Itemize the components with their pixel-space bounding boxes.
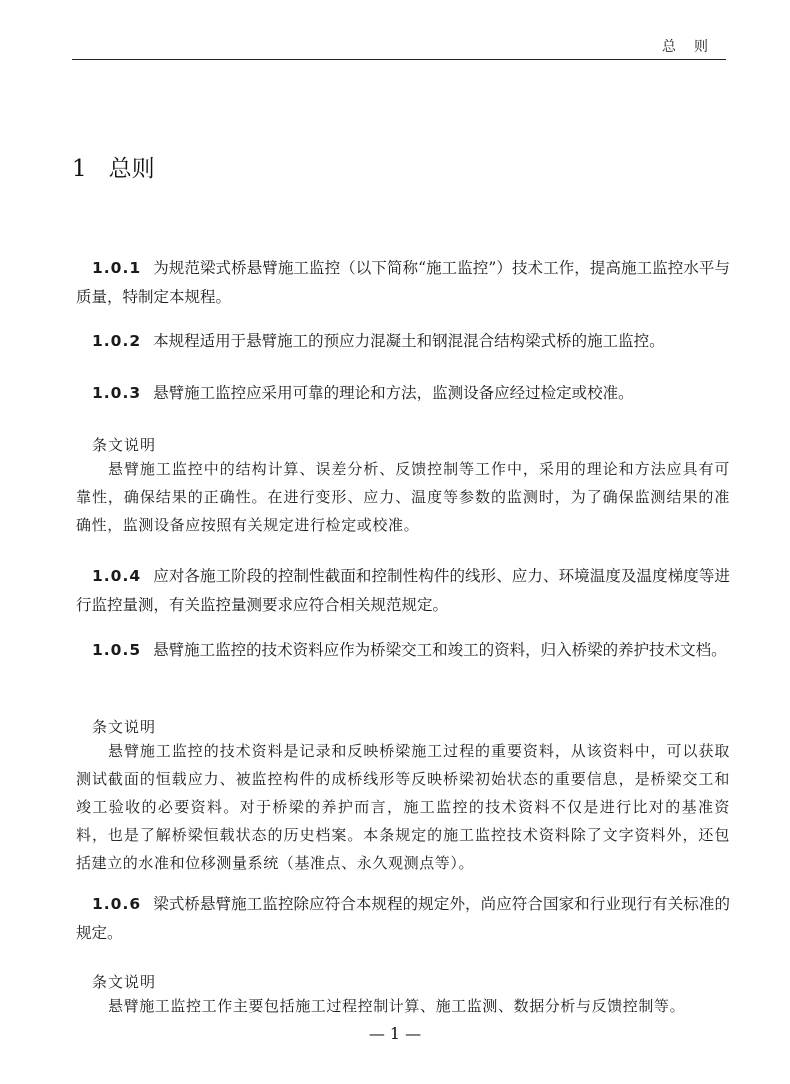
- chapter-title: [72, 150, 155, 183]
- explanation-text: 悬臂施工监控的技术资料是记录和反映桥梁施工过程的重要资料，从该资料中，可以获取测试截面的恒载应力、被监控构件的成桥线形等反映桥梁初始状态的重要信息，是桥梁交工和竣工验收的必要资料。对于桥梁的养护而言，施工监控的技术资料不仅是进行比对的基准资料，也是了解桥梁恒载状态的历史档案。本条规定的施工监控技术资料除了文字资料外，还包括建立的水准和位移测量系统（基准点、永久观测点等）。: [76, 742, 730, 872]
- explanation-label: 条文说明: [92, 973, 157, 991]
- clause-1-0-6: [76, 890, 730, 948]
- chapter-title-text: 总则: [108, 156, 155, 182]
- clause-number: 1.0.6: [92, 895, 142, 913]
- explanation-label: 条文说明: [92, 718, 157, 736]
- clause-text: 本规程适用于悬臂施工的预应力混凝土和钢混混合结构梁式桥的施工监控。: [153, 332, 665, 350]
- explanation-label: 条文说明: [92, 436, 157, 454]
- explanation-text: 悬臂施工监控中的结构计算、误差分析、反馈控制等工作中，采用的理论和方法应具有可靠性，确保结果的正确性。在进行变形、应力、温度等参数的监测时，为了确保监测结果的准确性，监测设备应按照有关规定进行检定或校准。: [76, 460, 730, 534]
- clause-number: 1.0.4: [92, 567, 142, 585]
- clause-number: 1.0.3: [92, 384, 142, 402]
- clause-text: 悬臂施工监控的技术资料应作为桥梁交工和竣工的资料，归入桥梁的养护技术文档。: [153, 641, 727, 659]
- clause-1-0-5: [76, 636, 730, 665]
- clause-text: 应对各施工阶段的控制性截面和控制性构件的线形、应力、环境温度及温度梯度等进行监控量测，有关监控量测要求应符合相关规范规定。: [76, 567, 730, 614]
- clause-text: 悬臂施工监控应采用可靠的理论和方法，监测设备应经过检定或校准。: [153, 384, 634, 402]
- explanation-text: 悬臂施工监控工作主要包括施工过程控制计算、施工监测、数据分析与反馈控制等。: [108, 997, 686, 1015]
- clause-1-0-3: [76, 379, 730, 408]
- clause-number: 1.0.2: [92, 332, 142, 350]
- chapter-number: 1: [72, 156, 87, 182]
- clause-1-0-4: [76, 562, 730, 620]
- clause-number: 1.0.1: [92, 259, 142, 277]
- page-number: — 1 —: [368, 1024, 422, 1043]
- clause-text: 梁式桥悬臂施工监控除应符合本规程的规定外，尚应符合国家和行业现行有关标准的规定。: [76, 895, 730, 942]
- clause-1-0-2: [76, 327, 730, 356]
- header-rule: [72, 59, 726, 60]
- clause-1-0-1: [76, 254, 730, 312]
- running-header: 总则: [662, 39, 726, 55]
- clause-number: 1.0.5: [92, 641, 142, 659]
- clause-text: 为规范梁式桥悬臂施工监控（以下简称“施工监控”）技术工作，提高施工监控水平与质量，特制定本规程。: [76, 259, 730, 306]
